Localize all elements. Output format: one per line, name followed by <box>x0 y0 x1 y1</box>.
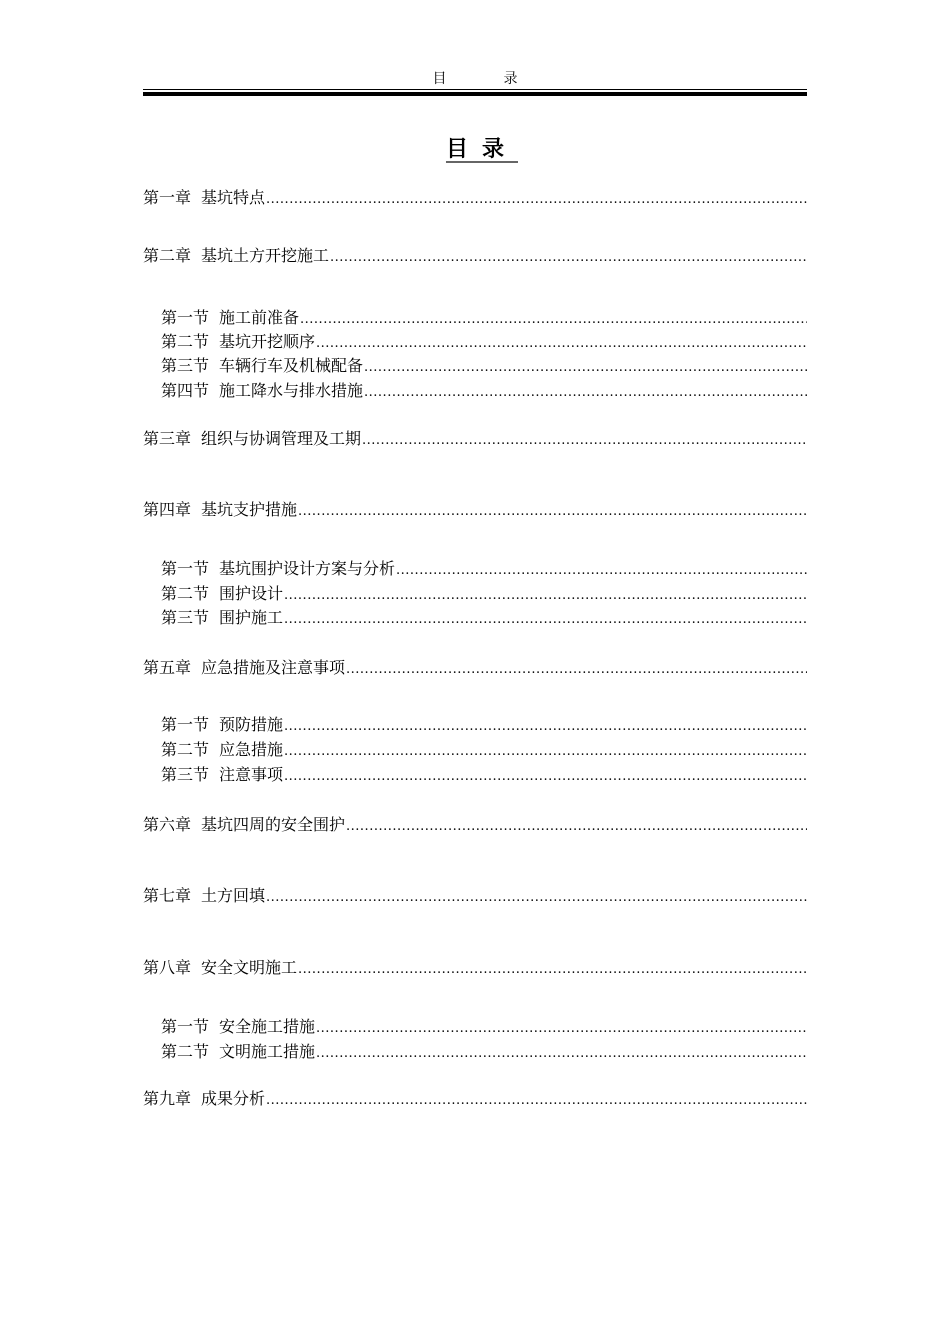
toc-chapter-6[interactable] <box>143 811 807 835</box>
toc-entry-title: 应急措施 <box>219 740 284 759</box>
dot-leader <box>284 612 807 628</box>
toc-entry-title: 基坑围护设计方案与分析 <box>219 559 396 578</box>
dot-leader <box>362 433 807 449</box>
toc-section-4-3[interactable] <box>161 604 807 628</box>
toc-entry-title: 车辆行车及机械配备 <box>219 356 364 375</box>
toc-entry-number: 第四节 <box>161 381 210 400</box>
dot-leader <box>266 1093 807 1109</box>
dot-leader <box>364 360 807 376</box>
toc-chapter-4[interactable] <box>143 496 807 520</box>
toc-chapter-9[interactable] <box>143 1085 807 1109</box>
toc-entry-title: 成果分析 <box>201 1089 266 1108</box>
dot-leader <box>284 588 807 604</box>
dot-leader <box>316 1021 807 1037</box>
header-rule-thick <box>143 92 807 96</box>
toc-entry-title: 基坑土方开挖施工 <box>201 246 330 265</box>
toc-entry-number: 第一节 <box>161 308 210 327</box>
toc-entry-title: 基坑支护措施 <box>201 500 298 519</box>
toc-section-5-1[interactable] <box>161 711 807 735</box>
toc-entry-number: 第三章 <box>143 429 192 448</box>
toc-entry-title: 安全文明施工 <box>201 958 298 977</box>
toc-title <box>0 132 950 163</box>
toc-entry-title: 安全施工措施 <box>219 1017 316 1036</box>
toc-entry-number: 第四章 <box>143 500 192 519</box>
toc-section-8-2[interactable] <box>161 1038 807 1062</box>
toc-section-8-1[interactable] <box>161 1013 807 1037</box>
toc-entry-title: 施工前准备 <box>219 308 300 327</box>
dot-leader <box>346 819 807 835</box>
dot-leader <box>346 662 807 678</box>
dot-leader <box>298 504 807 520</box>
toc-entry-title: 围护设计 <box>219 584 284 603</box>
toc-entry-title: 施工降水与排水措施 <box>219 381 364 400</box>
toc-entry-number: 第三节 <box>161 608 210 627</box>
running-header <box>143 68 807 88</box>
running-header-right: 录 <box>503 71 518 87</box>
toc-entry-number: 第二节 <box>161 1042 210 1061</box>
toc-entry-number: 第一节 <box>161 715 210 734</box>
toc-entry-number: 第八章 <box>143 958 192 977</box>
toc-entry-title: 应急措施及注意事项 <box>201 658 346 677</box>
toc-entry-title: 预防措施 <box>219 715 284 734</box>
toc-entry-number: 第一节 <box>161 559 210 578</box>
toc-entry-number: 第六章 <box>143 815 192 834</box>
dot-leader <box>364 385 807 401</box>
toc-entry-number: 第一章 <box>143 188 192 207</box>
dot-leader <box>266 192 807 208</box>
toc-section-2-1[interactable] <box>161 304 807 328</box>
dot-leader <box>396 563 807 579</box>
toc-section-4-1[interactable] <box>161 555 807 579</box>
toc-entry-title: 土方回填 <box>201 886 266 905</box>
toc-entry-number: 第九章 <box>143 1089 192 1108</box>
toc-entry-title: 基坑开挖顺序 <box>219 332 316 351</box>
toc-section-2-3[interactable] <box>161 352 807 376</box>
toc-chapter-3[interactable] <box>143 425 807 449</box>
dot-leader <box>300 312 807 328</box>
toc-entry-title: 基坑特点 <box>201 188 266 207</box>
toc-section-5-3[interactable] <box>161 761 807 785</box>
dot-leader <box>284 719 807 735</box>
toc-entry-title: 基坑四周的安全围护 <box>201 815 346 834</box>
toc-entry-number: 第三节 <box>161 765 210 784</box>
dot-leader <box>316 336 807 352</box>
dot-leader <box>298 962 807 978</box>
toc-entry-title: 文明施工措施 <box>219 1042 316 1061</box>
toc-chapter-5[interactable] <box>143 654 807 678</box>
toc-section-2-4[interactable] <box>161 377 807 401</box>
toc-chapter-8[interactable] <box>143 954 807 978</box>
toc-entry-number: 第一节 <box>161 1017 210 1036</box>
toc-entry-number: 第二章 <box>143 246 192 265</box>
toc-entry-title: 注意事项 <box>219 765 284 784</box>
toc-entry-number: 第三节 <box>161 356 210 375</box>
toc-title-text: 目录 <box>445 137 518 162</box>
header-rule-thin <box>143 89 807 90</box>
toc-entry-number: 第二节 <box>161 584 210 603</box>
dot-leader <box>284 744 807 760</box>
toc-section-4-2[interactable] <box>161 580 807 604</box>
toc-entry-number: 第二节 <box>161 332 210 351</box>
toc-chapter-2[interactable] <box>143 242 807 266</box>
dot-leader <box>266 890 807 906</box>
toc-entry-number: 第七章 <box>143 886 192 905</box>
toc-entry-number: 第二节 <box>161 740 210 759</box>
dot-leader <box>316 1046 807 1062</box>
dot-leader <box>330 250 807 266</box>
toc-entry-title: 围护施工 <box>219 608 284 627</box>
dot-leader <box>284 769 807 785</box>
toc-chapter-7[interactable] <box>143 882 807 906</box>
toc-entry-title: 组织与协调管理及工期 <box>201 429 362 448</box>
running-header-left: 目 <box>432 71 447 87</box>
toc-chapter-1[interactable] <box>143 184 807 208</box>
toc-section-2-2[interactable] <box>161 328 807 352</box>
toc-section-5-2[interactable] <box>161 736 807 760</box>
toc-entry-number: 第五章 <box>143 658 192 677</box>
